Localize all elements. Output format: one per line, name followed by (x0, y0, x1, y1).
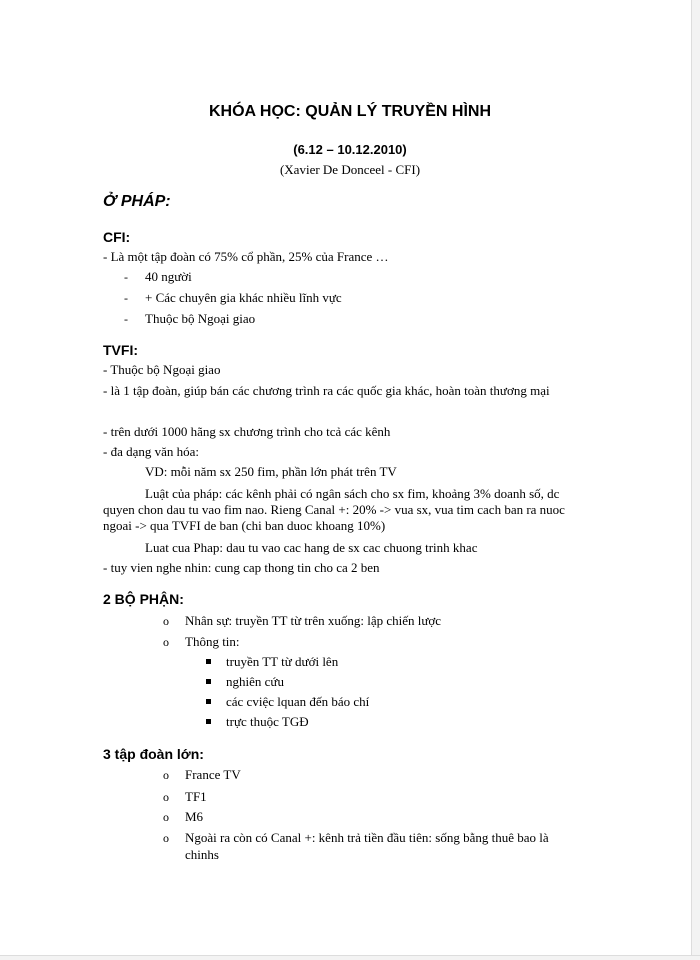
page-edge-bottom (0, 955, 700, 960)
heading-bo-phan: 2 BỘ PHẬN: (103, 591, 184, 607)
tvfi-line: - tuy vien nghe nhin: cung cap thong tin cho ca 2 ben (103, 560, 380, 575)
heading-tvfi: TVFI: (103, 342, 138, 358)
circle-bullet: o (163, 635, 169, 649)
tvfi-line: Luat cua Phap: dau tu vao cac hang de sx cac chuong trinh khac (145, 540, 478, 555)
heading-cfi: CFI: (103, 229, 131, 245)
bo-phan-subitem: truyền TT từ dưới lên (226, 654, 339, 669)
square-bullet (206, 699, 211, 704)
bo-phan-item: Nhân sự: truyền TT từ trên xuống: lập chiến lược (185, 613, 442, 628)
tap-doan-item: Ngoài ra còn có Canal +: kênh trả tiền đầu tiên: sống bằng thuê bao là (185, 830, 549, 845)
dash-bullet: - (124, 291, 128, 305)
circle-bullet: o (163, 790, 169, 804)
dash-bullet: - (124, 270, 128, 284)
tvfi-line: VD: mỗi năm sx 250 fim, phần lớn phát trên TV (145, 464, 397, 479)
tap-doan-item: France TV (185, 767, 241, 782)
tvfi-line: - trên dưới 1000 hãng sx chương trình cho tcả các kênh (103, 424, 391, 439)
tap-doan-item: M6 (185, 809, 204, 824)
cfi-line: - Là một tập đoàn có 75% cổ phần, 25% của France … (103, 249, 389, 264)
tvfi-line: - đa dạng văn hóa: (103, 444, 200, 459)
cfi-item: + Các chuyên gia khác nhiều lĩnh vực (145, 290, 342, 305)
square-bullet (206, 659, 211, 664)
document-title: KHÓA HỌC: QUẢN LÝ TRUYỀN HÌNH (208, 103, 492, 120)
tvfi-line: - là 1 tập đoàn, giúp bán các chương trình ra các quốc gia khác, hoàn toàn thương mại (103, 383, 550, 398)
circle-bullet: o (163, 810, 169, 824)
tap-doan-item: TF1 (185, 789, 207, 804)
square-bullet (206, 679, 211, 684)
cfi-item: Thuộc bộ Ngoại giao (145, 311, 256, 326)
heading-tap-doan: 3 tập đoàn lớn: (103, 746, 204, 762)
course-dates: (6.12 – 10.12.2010) (293, 142, 407, 157)
bo-phan-subitem: trực thuộc TGĐ (226, 714, 309, 729)
tvfi-line: ngoai -> qua TVFI de ban (chi ban duoc khoang 10%) (103, 518, 386, 533)
square-bullet (206, 719, 211, 724)
bo-phan-subitem: nghiên cứu (226, 674, 284, 689)
heading-phap: Ở PHÁP: (103, 193, 171, 210)
bo-phan-item: Thông tin: (185, 634, 240, 649)
tap-doan-item-cont: chinhs (185, 847, 219, 862)
tvfi-line: Luật của pháp: các kênh phải có ngân sách cho sx fim, khoảng 3% doanh số, dc (145, 486, 560, 501)
bo-phan-subitem: các cviệc lquan đến báo chí (226, 694, 370, 709)
tvfi-line: quyen chon dau tu vao fim nao. Rieng Canal +: 20% -> vua sx, vua tim cach ban ra nuoc (103, 502, 565, 517)
course-author: (Xavier De Donceel - CFI) (279, 162, 421, 177)
circle-bullet: o (163, 614, 169, 628)
circle-bullet: o (163, 768, 169, 782)
circle-bullet: o (163, 831, 169, 845)
dash-bullet: - (124, 312, 128, 326)
cfi-item: 40 người (145, 269, 192, 284)
tvfi-line: - Thuộc bộ Ngoại giao (103, 362, 221, 377)
